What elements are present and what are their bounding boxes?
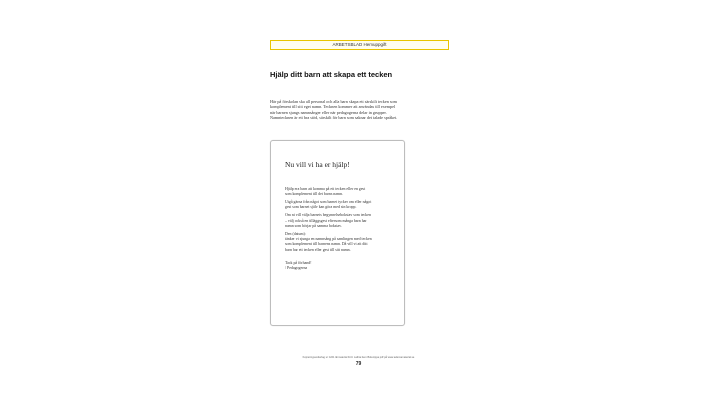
copyright-note: Kopieringsunderlag ur Gr01 lärmaterial Fröl. Lathia bem Bolenippa pdf på www.adei-lamaterial.se: [302, 356, 415, 359]
card-line: tänker vi sjunga en namnsång på samlingen med tecken: [285, 237, 372, 242]
intro-line: Namntecknen är ett bra stöd, särskilt för barn som saknar det talade språket.: [270, 115, 398, 121]
signature-sender: / Pedagogerna: [285, 266, 308, 271]
card-line: Utgå gärna från något som barnet tycker om eller något: [285, 200, 372, 205]
card-line: barn har ett tecken eller gest till sitt namn.: [285, 247, 351, 252]
card-line: Om ni vill välja barnets begynnelsebokstav som tecken: [285, 213, 371, 218]
card-paragraph: [285, 200, 397, 211]
card-body: [285, 187, 397, 272]
card-line: gest som barnet själv kan göra med sin kropp.: [285, 205, 357, 210]
card-line: namn som börjar på samma bokstav.: [285, 223, 342, 228]
card-line: – välj också en tilläggsgest eftersom många barn har: [285, 218, 367, 223]
card-signature: [285, 261, 397, 272]
worksheet-header-label: ARBETSBLAD Hemuppgift: [270, 40, 449, 50]
page-number: 79: [355, 361, 362, 367]
intro-line: när barnen sjungs namnsånger eller när pedagogerna delar in grupper.: [270, 109, 387, 115]
card-line: som komplement till barnens namn. Då vill vi att ditt: [285, 242, 368, 247]
intro-line: komplement till sitt eget namn. Tecknen kommer att användas till exempel: [270, 104, 396, 110]
parent-note-card: [270, 140, 405, 326]
card-paragraph: [285, 232, 397, 253]
card-line: Den (datum):: [285, 231, 306, 236]
document-title: Hjälp ditt barn att skapa ett tecken: [270, 70, 393, 79]
card-paragraph: [285, 213, 397, 229]
intro-text: [270, 99, 420, 121]
signature-thanks: Tack på förhand!: [285, 261, 312, 266]
card-line: Hjälp era barn att komma på ett tecken eller en gest: [285, 187, 366, 191]
intro-line: Här på förskolan ska all personal och alla barn skapa ett särskilt tecken som: [270, 99, 397, 104]
card-title: Nu vill vi ha er hjälp!: [285, 160, 350, 169]
card-paragraph: [285, 187, 397, 198]
card-line: som komplement till det barns namn.: [285, 192, 343, 197]
